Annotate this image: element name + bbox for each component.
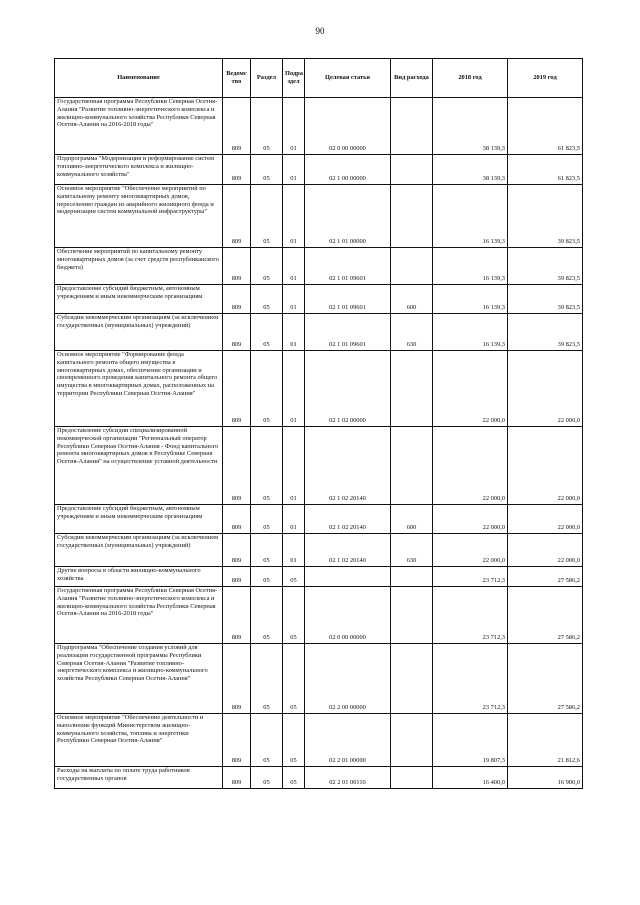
row-2019: 16 900,0 [508, 767, 583, 789]
row-name: Субсидии некоммерческим организациям (за исключением государственных (муниципальных) учреждений) [55, 534, 223, 567]
row-subsection: 01 [283, 285, 305, 314]
row-expense-type [391, 714, 433, 767]
row-subsection: 05 [283, 644, 305, 714]
row-target: 02 1 01 09601 [305, 285, 391, 314]
table-row [55, 248, 583, 285]
row-ved: 809 [223, 587, 251, 644]
row-name: Основное мероприятие "Обеспечение мероприятий по капитальному ремонту многоквартирных домов, переселению граждан из аварийного жилищного фонда и модернизации систем коммунальной инфраструктуры" [55, 185, 223, 248]
row-name: Предоставление субсидии специализированной некоммерческой организации "Региональный оператор Республики Северная Осетия-Алания - Фонд капитального ремонта многоквартирных домов в Республике Северная Осетия-Алания" на осуществление уставной деятельности [55, 427, 223, 505]
row-subsection: 01 [283, 427, 305, 505]
table-row [55, 427, 583, 505]
row-section: 05 [251, 185, 283, 248]
table-row [55, 185, 583, 248]
table-row [55, 644, 583, 714]
row-name: Основное мероприятие "Обеспечение деятельности и выполнение функций Министерством жилищно-коммунального хозяйства, топлива и энергетики Республики Северная Осетия-Алания" [55, 714, 223, 767]
row-name: Подпрограмма "Модернизация и реформирование систем топливно-энергетического комплекса и жилищно-коммунального хозяйства" [55, 155, 223, 185]
table-row [55, 155, 583, 185]
row-section: 05 [251, 98, 283, 155]
row-ved: 809 [223, 314, 251, 351]
row-subsection: 01 [283, 185, 305, 248]
row-2018: 38 139,3 [433, 155, 508, 185]
row-name: Обеспечение мероприятий по капитальному ремонту многоквартирных домов (за счет средств республиканского бюджета) [55, 248, 223, 285]
table-row [55, 534, 583, 567]
row-ved: 809 [223, 185, 251, 248]
row-2019: 27 586,2 [508, 587, 583, 644]
row-2019: 27 586,2 [508, 567, 583, 587]
row-subsection: 01 [283, 351, 305, 427]
row-section: 05 [251, 505, 283, 534]
row-2019: 39 823,5 [508, 185, 583, 248]
row-target: 02 1 02 20140 [305, 505, 391, 534]
row-section: 05 [251, 248, 283, 285]
row-expense-type [391, 427, 433, 505]
row-target: 02 0 00 00000 [305, 587, 391, 644]
table-row [55, 351, 583, 427]
row-section: 05 [251, 567, 283, 587]
row-expense-type [391, 767, 433, 789]
row-2019: 22 000,0 [508, 534, 583, 567]
row-target: 02 2 01 00000 [305, 714, 391, 767]
row-2019: 39 823,5 [508, 248, 583, 285]
header-target: Целевая статья [305, 59, 391, 98]
row-expense-type [391, 644, 433, 714]
row-2018: 16 139,3 [433, 314, 508, 351]
row-2019: 22 000,0 [508, 505, 583, 534]
row-ved: 809 [223, 248, 251, 285]
table-row [55, 567, 583, 587]
row-ved: 809 [223, 714, 251, 767]
row-ved: 809 [223, 534, 251, 567]
row-target: 02 0 00 00000 [305, 98, 391, 155]
row-expense-type [391, 351, 433, 427]
row-2019: 27 586,2 [508, 644, 583, 714]
row-section: 05 [251, 314, 283, 351]
row-2018: 23 712,3 [433, 567, 508, 587]
row-2019: 22 000,0 [508, 427, 583, 505]
row-target: 02 2 00 00000 [305, 644, 391, 714]
row-expense-type [391, 98, 433, 155]
row-2019: 22 000,0 [508, 351, 583, 427]
table-row [55, 767, 583, 789]
row-ved: 809 [223, 98, 251, 155]
row-2018: 38 139,3 [433, 98, 508, 155]
row-target: 02 2 01 00110 [305, 767, 391, 789]
row-name: Подпрограмма "Обеспечение создания условий для реализации государственной программы Республики Северная Осетия-Алания "Развитие топливно-энергетического комплекса и жилищно-коммунального хозяйства Республики Северная Осетия-Алания" [55, 644, 223, 714]
row-subsection: 01 [283, 248, 305, 285]
row-2019: 39 823,5 [508, 285, 583, 314]
row-2018: 22 000,0 [433, 427, 508, 505]
row-name: Другие вопросы в области жилищно-коммунального хозяйства [55, 567, 223, 587]
row-expense-type [391, 155, 433, 185]
table-header-row [55, 59, 583, 98]
header-2018: 2018 год [433, 59, 508, 98]
row-2018: 23 712,3 [433, 644, 508, 714]
row-name: Государственная программа Республики Северная Осетия-Алания "Развитие топливно-энергетического комплекса и жилищно-коммунального хозяйства Республики Северная Осетия-Алания на 2016-2018 годы" [55, 98, 223, 155]
table-row [55, 98, 583, 155]
row-section: 05 [251, 155, 283, 185]
row-expense-type: 600 [391, 285, 433, 314]
row-section: 05 [251, 285, 283, 314]
row-expense-type [391, 248, 433, 285]
row-subsection: 05 [283, 587, 305, 644]
row-2019: 39 823,5 [508, 314, 583, 351]
table-row [55, 285, 583, 314]
row-2018: 19 807,3 [433, 714, 508, 767]
row-section: 05 [251, 587, 283, 644]
row-name: Предоставление субсидий бюджетным, автономным учреждениям и иным некоммерческим организациям [55, 505, 223, 534]
row-2019: 21 812,6 [508, 714, 583, 767]
row-ved: 809 [223, 285, 251, 314]
row-name: Расходы на выплаты по оплате труда работников государственных органов [55, 767, 223, 789]
header-2019: 2019 год [508, 59, 583, 98]
row-2018: 23 712,3 [433, 587, 508, 644]
header-subsection: Подра здел [283, 59, 305, 98]
row-section: 05 [251, 767, 283, 789]
budget-table [54, 58, 583, 789]
row-subsection: 05 [283, 714, 305, 767]
row-ved: 809 [223, 351, 251, 427]
row-target: 02 1 02 20140 [305, 534, 391, 567]
row-2018: 22 000,0 [433, 505, 508, 534]
table-row [55, 505, 583, 534]
row-ved: 809 [223, 767, 251, 789]
row-name: Основное мероприятие "Формирование фонда капитального ремонта общего имущества в многоквартирных домах, обеспечение организации и своевременного проведения капитального ремонта общего имущества в многоквартирных домах, расположенных на территории Республики Северная Осетия-Алания" [55, 351, 223, 427]
row-subsection: 01 [283, 534, 305, 567]
table-row [55, 314, 583, 351]
row-subsection: 01 [283, 314, 305, 351]
row-2019: 61 823,5 [508, 98, 583, 155]
row-section: 05 [251, 427, 283, 505]
header-section: Раздел [251, 59, 283, 98]
row-section: 05 [251, 644, 283, 714]
row-target: 02 1 01 09601 [305, 314, 391, 351]
row-expense-type: 630 [391, 314, 433, 351]
row-ved: 809 [223, 567, 251, 587]
row-expense-type [391, 185, 433, 248]
row-target: 02 1 01 09601 [305, 248, 391, 285]
row-name: Предоставление субсидий бюджетным, автономным учреждениям и иным некоммерческим организациям [55, 285, 223, 314]
row-2018: 16 400,0 [433, 767, 508, 789]
table-row [55, 587, 583, 644]
row-section: 05 [251, 534, 283, 567]
row-2018: 16 139,3 [433, 285, 508, 314]
header-expense-type: Вид расхода [391, 59, 433, 98]
row-expense-type: 630 [391, 534, 433, 567]
header-name: Наименование [55, 59, 223, 98]
row-subsection: 05 [283, 567, 305, 587]
row-expense-type: 600 [391, 505, 433, 534]
row-2018: 16 139,3 [433, 185, 508, 248]
row-ved: 809 [223, 644, 251, 714]
row-expense-type [391, 587, 433, 644]
page-number: 90 [315, 26, 325, 36]
row-ved: 809 [223, 427, 251, 505]
header-ved: Ведомс тво [223, 59, 251, 98]
row-2018: 16 139,3 [433, 248, 508, 285]
row-target: 02 1 02 20140 [305, 427, 391, 505]
row-2018: 22 000,0 [433, 534, 508, 567]
row-name: Государственная программа Республики Северная Осетия-Алания "Развитие топливно-энергетического комплекса и жилищно-коммунального хозяйства Республики Северная Осетия-Алания на 2016-2018 годы" [55, 587, 223, 644]
row-expense-type [391, 567, 433, 587]
row-target [305, 567, 391, 587]
row-name: Субсидии некоммерческим организациям (за исключением государственных (муниципальных) учреждений) [55, 314, 223, 351]
row-2018: 22 000,0 [433, 351, 508, 427]
row-section: 05 [251, 351, 283, 427]
row-target: 02 1 00 00000 [305, 155, 391, 185]
row-section: 05 [251, 714, 283, 767]
row-ved: 809 [223, 505, 251, 534]
row-subsection: 01 [283, 98, 305, 155]
row-target: 02 1 02 00000 [305, 351, 391, 427]
row-subsection: 05 [283, 767, 305, 789]
row-subsection: 01 [283, 505, 305, 534]
row-target: 02 1 01 00000 [305, 185, 391, 248]
row-subsection: 01 [283, 155, 305, 185]
table-row [55, 714, 583, 767]
row-2019: 61 823,5 [508, 155, 583, 185]
row-ved: 809 [223, 155, 251, 185]
